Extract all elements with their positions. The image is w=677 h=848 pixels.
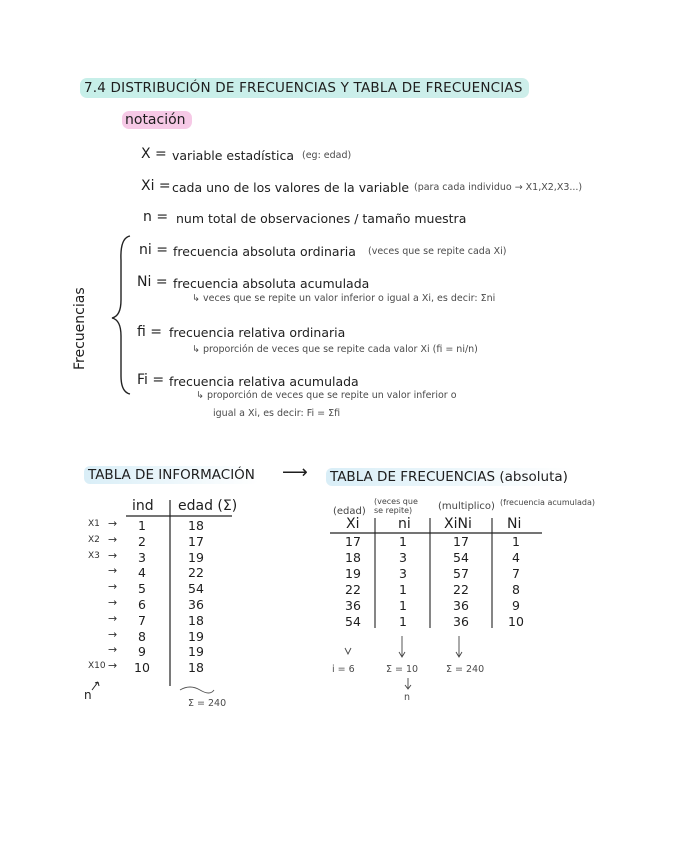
- frequencies-brace: [112, 236, 130, 394]
- def-Fi-note: ↳ proporción de veces que se repite un valor inferior o: [196, 390, 457, 401]
- info-cell-ind: 1: [138, 518, 146, 533]
- def-ni-desc: frecuencia absoluta ordinaria: [173, 244, 356, 259]
- freq-cell-ni: 3: [399, 550, 407, 565]
- down-arrow-n: [405, 678, 411, 689]
- n-label: n: [84, 688, 92, 702]
- freq-foot-ni: Σ = 10: [386, 664, 419, 675]
- freq-cell-xini: 36: [453, 614, 469, 629]
- freq-col-Ni: Ni: [507, 516, 522, 532]
- info-col-edad: edad (Σ): [178, 498, 238, 514]
- info-cell-edad: 19: [188, 549, 204, 565]
- def-n-symbol: n =: [143, 209, 169, 225]
- def-Ni-symbol: Ni =: [137, 274, 168, 290]
- row-arrow-icon: →: [108, 627, 118, 641]
- freq-cell-xi: 36: [345, 598, 361, 613]
- row-arrow-icon: →: [108, 532, 118, 546]
- freq-cell-Ni: 9: [512, 598, 520, 613]
- def-Fi-note-cont: igual a Xi, es decir: Fi = Σfi: [213, 408, 341, 419]
- freq-cell-xini: 54: [453, 550, 469, 565]
- info-cell-edad: 18: [188, 612, 204, 628]
- freq-cell-xi: 18: [345, 550, 361, 565]
- info-cell-ind: 4: [138, 565, 146, 581]
- freq-cell-ni: 1: [399, 534, 407, 549]
- down-arrow-xi: [345, 648, 351, 654]
- def-xi-desc: cada uno de los valores de la variable: [172, 180, 410, 195]
- def-fi-symbol: fi =: [137, 324, 162, 340]
- info-cell-ind: 2: [138, 533, 146, 549]
- right-arrow-icon: ⟶: [282, 462, 308, 483]
- freq-cell-Ni: 4: [512, 550, 520, 565]
- info-cell-ind: 9: [138, 644, 146, 660]
- def-Ni-note: ↳ veces que se repite un valor inferior o igual a Xi, es decir: Σni: [192, 293, 496, 304]
- freq-sub-xini: (multiplico): [438, 501, 495, 512]
- def-Fi-symbol: Fi =: [137, 372, 165, 388]
- info-table-heading: TABLA DE INFORMACIÓN: [84, 466, 259, 484]
- down-arrow-ni: [399, 636, 405, 657]
- freq-foot-xini: Σ = 240: [446, 664, 485, 675]
- row-arrow-icon: →: [108, 564, 118, 578]
- def-n-desc: num total de observaciones / tamaño muestra: [176, 211, 467, 226]
- row-arrow-icon: →: [108, 659, 118, 673]
- freq-cell-ni: 3: [399, 566, 407, 581]
- freq-sub-ni: (veces que se repite): [374, 497, 418, 515]
- def-ni-symbol: ni =: [139, 242, 168, 258]
- info-col-ind: ind: [132, 498, 154, 514]
- info-sum: Σ = 240: [188, 698, 227, 709]
- freq-cell-ni: 1: [399, 598, 407, 613]
- row-arrow-icon: →: [108, 596, 118, 609]
- def-Fi-desc: frecuencia relativa acumulada: [169, 374, 359, 389]
- freq-cell-xi: 22: [345, 582, 361, 597]
- def-fi-note: ↳ proporción de veces que se repite cada valor Xi (fi = ni/n): [192, 344, 478, 355]
- freq-cell-xini: 22: [453, 582, 469, 597]
- row-arrow-icon: →: [108, 517, 118, 530]
- info-cell-edad: 17: [188, 533, 204, 549]
- freq-sub-xi: (edad): [333, 506, 366, 517]
- info-cell-ind: 5: [138, 581, 146, 597]
- freq-cell-ni: 1: [399, 582, 407, 597]
- def-x-symbol: X =: [141, 146, 167, 162]
- freq-cell-Ni: 7: [512, 566, 520, 581]
- freq-cell-Ni: 10: [508, 614, 524, 629]
- row-arrow-icon: →: [108, 611, 118, 625]
- def-xi-symbol: Xi =: [141, 178, 171, 194]
- info-cell-ind: 8: [138, 628, 146, 644]
- row-arrow-icon: →: [108, 548, 118, 562]
- freq-cell-Ni: 1: [512, 534, 520, 549]
- freq-cell-xi: 17: [345, 534, 361, 549]
- freq-cell-xi: 54: [345, 614, 361, 629]
- freq-foot-n: n: [404, 692, 411, 703]
- edad-sum-tilde: [180, 687, 214, 693]
- n-arrow: [92, 682, 99, 690]
- freq-cell-xini: 17: [453, 534, 469, 549]
- def-ni-note: (veces que se repite cada Xi): [368, 246, 507, 257]
- notation-heading: notación: [122, 111, 192, 129]
- row-arrow-icon: →: [108, 580, 118, 594]
- freq-foot-xi: i = 6: [332, 664, 355, 675]
- page-title: 7.4 DISTRIBUCIÓN DE FRECUENCIAS Y TABLA DE FRECUENCIAS: [80, 78, 529, 98]
- freq-cell-Ni: 8: [512, 582, 520, 597]
- freq-table-heading: TABLA DE FRECUENCIAS (absoluta): [326, 468, 572, 486]
- info-cell-ind: 3: [138, 549, 146, 565]
- freq-col-ni: ni: [398, 516, 411, 532]
- def-x-desc: variable estadística: [172, 148, 294, 163]
- info-cell-ind: 7: [138, 612, 146, 628]
- freq-col-xini: XiNi: [444, 516, 472, 532]
- info-cell-edad: 19: [188, 628, 204, 644]
- freq-cell-xi: 19: [345, 566, 361, 581]
- def-x-note: (eg: edad): [302, 150, 352, 161]
- freq-col-xi: Xi: [346, 516, 360, 532]
- info-cell-edad: 19: [188, 644, 204, 660]
- info-cell-ind: 6: [138, 597, 146, 612]
- down-arrow-xini: [456, 636, 462, 657]
- info-row-label: X1: [88, 519, 100, 529]
- info-cell-edad: 18: [188, 660, 204, 676]
- info-cell-ind: 10: [134, 660, 150, 676]
- row-arrow-icon: →: [108, 643, 118, 657]
- def-xi-note: (para cada individuo → X1,X2,X3...): [414, 182, 583, 193]
- def-Ni-desc: frecuencia absoluta acumulada: [173, 276, 370, 291]
- info-cell-edad: 54: [188, 581, 204, 597]
- info-row-label: X10: [88, 661, 106, 672]
- def-fi-desc: frecuencia relativa ordinaria: [169, 325, 346, 340]
- freq-sub-Ni: (frecuencia acumulada): [500, 498, 595, 507]
- freq-cell-ni: 1: [399, 614, 407, 629]
- freq-cell-xini: 36: [453, 598, 469, 613]
- frequencies-side-label: Frecuencias: [72, 287, 88, 370]
- info-cell-edad: 36: [188, 597, 204, 612]
- freq-cell-xini: 57: [453, 566, 469, 581]
- info-cell-edad: 22: [188, 565, 204, 581]
- info-row-label: X2: [88, 534, 100, 545]
- info-cell-edad: 18: [188, 518, 204, 533]
- info-row-label: X3: [88, 550, 100, 561]
